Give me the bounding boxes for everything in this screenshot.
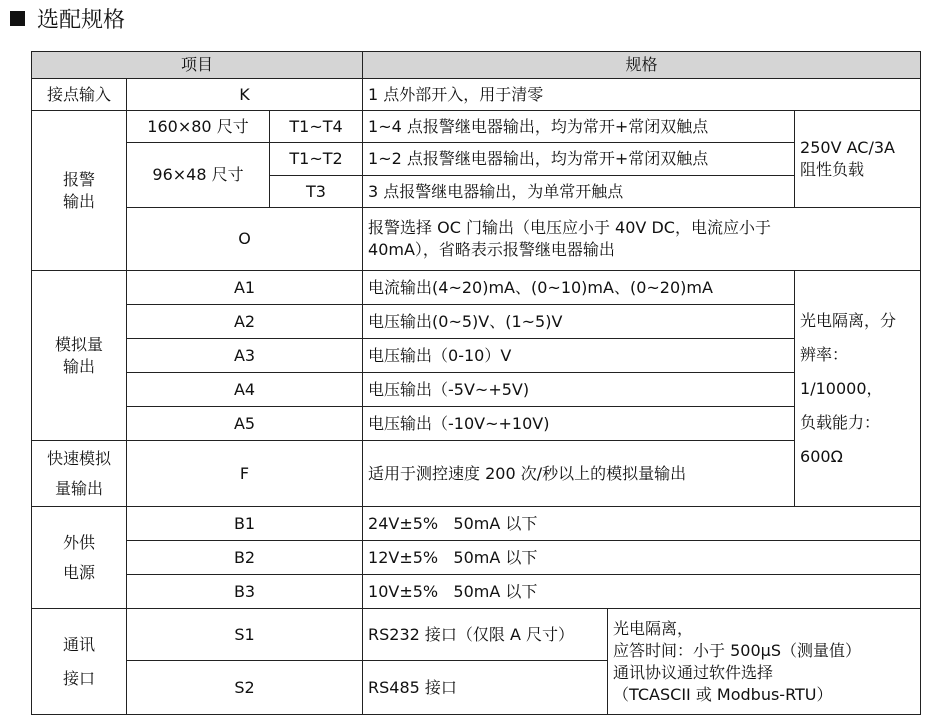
section-title <box>10 4 125 32</box>
alarm-desc-o <box>363 208 921 271</box>
alarm-code-t3: T3 <box>270 176 363 208</box>
header-item: 项目 <box>32 52 363 79</box>
table-row <box>32 407 921 441</box>
alarm-relay-note-line1: 250V AC/3A <box>800 138 895 157</box>
comm-note <box>608 609 921 715</box>
table-row <box>32 271 921 305</box>
analog-note-line2: 辨率： <box>800 344 849 364</box>
alarm-desc-t1-t4: 1~4 点报警继电器输出，均为常开+常闭双触点 <box>363 111 795 143</box>
alarm-code-t1-t2: T1~T2 <box>270 143 363 176</box>
table-row <box>32 507 921 541</box>
fast-analog-code: F <box>127 441 363 507</box>
analog-note-line4: 负载能力： <box>800 412 881 432</box>
table-row <box>32 541 921 575</box>
power-label-line2: 电源 <box>62 562 95 582</box>
comm-note-line4: （TCASCII 或 Modbus-RTU） <box>613 684 833 704</box>
alarm-code-t1-t4: T1~T4 <box>270 111 363 143</box>
analog-desc: 电压输出（-5V~+5V) <box>363 373 795 407</box>
comm-desc-s1: RS232 接口（仅限 A 尺寸） <box>363 609 608 661</box>
alarm-relay-note-line2: 阻性负载 <box>800 160 865 179</box>
analog-note-line3: 1/10000， <box>800 378 883 398</box>
table-row <box>32 111 921 143</box>
power-desc: 24V±5% 50mA 以下 <box>363 507 921 541</box>
fast-analog-label-line2: 量输出 <box>54 478 103 498</box>
table-row <box>32 441 921 507</box>
comm-note-line3: 通讯协议通过软件选择 <box>613 662 774 682</box>
comm-label-line1: 通讯 <box>62 634 95 654</box>
analog-label-line2: 输出 <box>62 356 95 376</box>
comm-label <box>32 609 127 715</box>
comm-desc-s2: RS485 接口 <box>363 661 608 715</box>
power-label-line1: 外供 <box>62 532 95 552</box>
analog-code: A4 <box>127 373 363 407</box>
alarm-desc-o-line2: 40mA），省略表示报警继电器输出 <box>368 240 615 259</box>
table-row <box>32 339 921 373</box>
power-code: B1 <box>127 507 363 541</box>
contact-input-desc: 1 点外部开入，用于清零 <box>363 79 921 111</box>
table-row <box>32 373 921 407</box>
alarm-code-o: O <box>127 208 363 271</box>
contact-input-code: K <box>127 79 363 111</box>
alarm-desc-t1-t2: 1~2 点报警继电器输出，均为常开+常闭双触点 <box>363 143 795 176</box>
power-desc: 10V±5% 50mA 以下 <box>363 575 921 609</box>
comm-note-line2: 应答时间：小于 500µS（测量值） <box>613 640 861 660</box>
comm-code-s1: S1 <box>127 609 363 661</box>
alarm-desc-o-line1: 报警选择 OC 门输出（电压应小于 40V DC，电流应小于 <box>368 218 771 237</box>
fast-analog-label <box>32 441 127 507</box>
alarm-size-160x80: 160×80 尺寸 <box>127 111 270 143</box>
contact-input-label: 接点输入 <box>32 79 127 111</box>
comm-label-line2: 接口 <box>62 668 95 688</box>
power-label <box>32 507 127 609</box>
table-header-row <box>32 52 921 79</box>
square-bullet-icon <box>10 11 25 26</box>
analog-desc: 电压输出（0-10）V <box>363 339 795 373</box>
comm-code-s2: S2 <box>127 661 363 715</box>
power-code: B3 <box>127 575 363 609</box>
analog-code: A2 <box>127 305 363 339</box>
power-desc: 12V±5% 50mA 以下 <box>363 541 921 575</box>
table-row <box>32 208 921 271</box>
header-spec: 规格 <box>363 52 921 79</box>
table-row <box>32 575 921 609</box>
power-code: B2 <box>127 541 363 575</box>
table-row <box>32 609 921 661</box>
fast-analog-desc: 适用于测控速度 200 次/秒以上的模拟量输出 <box>363 441 795 507</box>
spec-table <box>31 51 921 715</box>
analog-desc: 电压输出（-10V~+10V) <box>363 407 795 441</box>
section-title-text: 选配规格 <box>37 7 126 33</box>
alarm-label-line1: 报警 <box>62 169 95 189</box>
table-row <box>32 79 921 111</box>
analog-label-line1: 模拟量 <box>54 334 103 354</box>
table-row <box>32 143 921 176</box>
alarm-label-line2: 输出 <box>62 191 95 211</box>
alarm-relay-note <box>795 111 921 208</box>
alarm-label <box>32 111 127 271</box>
analog-desc: 电流输出(4~20)mA、(0~10)mA、(0~20)mA <box>363 271 795 305</box>
analog-note <box>795 271 921 507</box>
analog-code: A5 <box>127 407 363 441</box>
analog-note-line1: 光电隔离，分 <box>800 310 897 330</box>
analog-note-line5: 600Ω <box>800 446 843 466</box>
table-row <box>32 305 921 339</box>
comm-note-line1: 光电隔离， <box>613 618 694 638</box>
analog-code: A1 <box>127 271 363 305</box>
fast-analog-label-line1: 快速模拟 <box>46 448 111 468</box>
analog-desc: 电压输出(0~5)V、(1~5)V <box>363 305 795 339</box>
analog-code: A3 <box>127 339 363 373</box>
alarm-size-96x48: 96×48 尺寸 <box>127 143 270 208</box>
analog-label <box>32 271 127 441</box>
alarm-desc-t3: 3 点报警继电器输出，为单常开触点 <box>363 176 795 208</box>
